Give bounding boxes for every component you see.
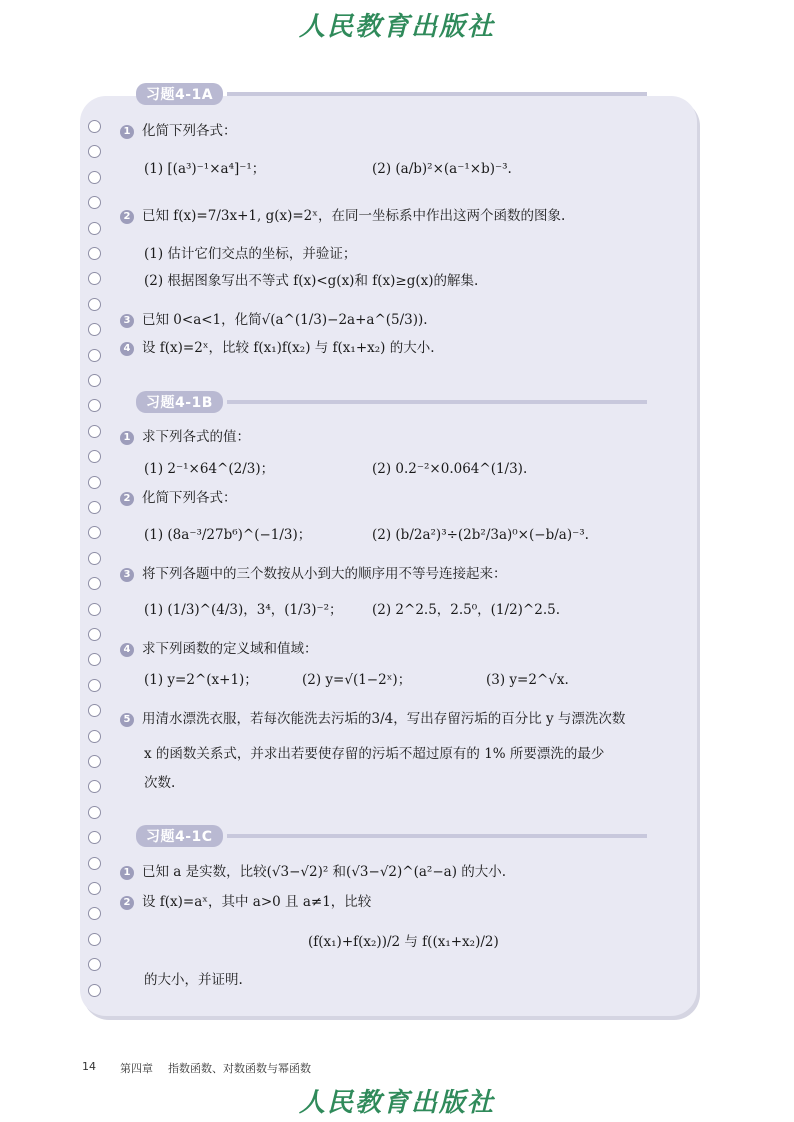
chapter-title: 指数函数、对数函数与幂函数 bbox=[168, 1062, 311, 1075]
question-number-badge: 2 bbox=[120, 210, 134, 224]
section-rule bbox=[227, 400, 647, 404]
chapter-label: 第四章 bbox=[120, 1062, 153, 1075]
exercise-a3 bbox=[120, 311, 428, 329]
subitem: (1) (8a⁻³/27b⁶)^(−1/3)； bbox=[144, 527, 312, 543]
question-text-continued: 的大小，并证明. bbox=[144, 972, 243, 988]
binder-ring bbox=[88, 857, 101, 870]
exercise-b2 bbox=[120, 489, 237, 507]
section-title-c: 习题4-1C bbox=[136, 825, 223, 847]
binder-ring bbox=[88, 552, 101, 565]
question-number-badge: 3 bbox=[120, 314, 134, 328]
subitem: (1) y=2^(x+1)； bbox=[144, 672, 258, 688]
question-text: 用清水漂洗衣服，若每次能洗去污垢的3/4，写出存留污垢的百分比 y 与漂洗次数 bbox=[142, 711, 626, 727]
exercise-a1 bbox=[120, 122, 237, 140]
exercise-a4 bbox=[120, 339, 435, 357]
binder-ring bbox=[88, 501, 101, 514]
section-header-a bbox=[136, 84, 647, 104]
exercise-b1 bbox=[120, 428, 250, 446]
section-title-a: 习题4-1A bbox=[136, 83, 223, 105]
exercise-b5 bbox=[120, 710, 625, 728]
question-text: 已知 0<a<1，化简√(a^(1/3)−2a+a^(5/3)). bbox=[142, 312, 428, 328]
binder-ring bbox=[88, 603, 101, 616]
question-text: 化简下列各式： bbox=[142, 490, 237, 506]
question-number-badge: 1 bbox=[120, 431, 134, 445]
binder-ring bbox=[88, 806, 101, 819]
exercise-c2 bbox=[120, 893, 371, 911]
section-header-b bbox=[136, 392, 647, 412]
question-number-badge: 1 bbox=[120, 866, 134, 880]
subitem: (2) (b/2a²)³÷(2b²/3a)⁰×(−b/a)⁻³. bbox=[372, 527, 589, 543]
question-text: 化简下列各式： bbox=[142, 123, 237, 139]
exercise-b4 bbox=[120, 640, 318, 658]
binder-ring bbox=[88, 349, 101, 362]
subitem: (1) [(a³)⁻¹×a⁴]⁻¹； bbox=[144, 161, 266, 177]
question-text: 已知 a 是实数，比较(√3−√2)² 和(√3−√2)^(a²−a) 的大小. bbox=[142, 864, 507, 880]
question-number-badge: 3 bbox=[120, 568, 134, 582]
binder-ring bbox=[88, 933, 101, 946]
subitem: (1) (1/3)^(4/3)，3⁴，(1/3)⁻²； bbox=[144, 602, 343, 618]
section-header-c bbox=[136, 826, 647, 846]
question-number-badge: 2 bbox=[120, 492, 134, 506]
section-rule bbox=[227, 92, 647, 96]
section-title-b: 习题4-1B bbox=[136, 391, 223, 413]
binder-ring bbox=[88, 120, 101, 133]
exercise-c1 bbox=[120, 863, 506, 881]
formula: (f(x₁)+f(x₂))/2 与 f((x₁+x₂)/2) bbox=[308, 934, 499, 950]
subitem: (2) 0.2⁻²×0.064^(1/3). bbox=[372, 461, 528, 477]
subitem: (1) 2⁻¹×64^(2/3)； bbox=[144, 461, 275, 477]
subitem: (2) (a/b)²×(a⁻¹×b)⁻³. bbox=[372, 161, 512, 177]
binder-ring bbox=[88, 374, 101, 387]
binder-ring bbox=[88, 984, 101, 997]
publisher-logo-top: 人民教育出版社 bbox=[298, 12, 495, 42]
subitem: (2) y=√(1−2ˣ)； bbox=[302, 672, 412, 688]
binder-ring bbox=[88, 247, 101, 260]
question-number-badge: 1 bbox=[120, 125, 134, 139]
question-text: 求下列各式的值： bbox=[142, 429, 250, 445]
binder-ring bbox=[88, 171, 101, 184]
publisher-logo-bottom: 人民教育出版社 bbox=[298, 1088, 495, 1118]
binder-ring bbox=[88, 882, 101, 895]
binder-ring bbox=[88, 476, 101, 489]
question-text: 求下列函数的定义域和值域： bbox=[142, 641, 318, 657]
binder-ring bbox=[88, 298, 101, 311]
question-text: 设 f(x)=2ˣ，比较 f(x₁)f(x₂) 与 f(x₁+x₂) 的大小. bbox=[142, 340, 435, 356]
section-rule bbox=[227, 834, 647, 838]
exercise-a2 bbox=[120, 207, 565, 225]
subitem: (2) 2^2.5，2.5⁰，(1/2)^2.5. bbox=[372, 602, 560, 618]
question-text: 将下列各题中的三个数按从小到大的顺序用不等号连接起来： bbox=[142, 566, 507, 582]
question-text-continued: x 的函数关系式，并求出若要使存留的污垢不超过原有的 1% 所要漂洗的最少 bbox=[144, 746, 605, 762]
subitem: (1) 估计它们交点的坐标，并验证； bbox=[144, 246, 357, 262]
binder-ring bbox=[88, 755, 101, 768]
binder-ring bbox=[88, 628, 101, 641]
subitem: (2) 根据图象写出不等式 f(x)<g(x)和 f(x)≥g(x)的解集. bbox=[144, 273, 479, 289]
page-number: 14 bbox=[82, 1060, 96, 1073]
question-text: 已知 f(x)=7/3x+1, g(x)=2ˣ，在同一坐标系中作出这两个函数的图象. bbox=[142, 208, 566, 224]
question-number-badge: 4 bbox=[120, 643, 134, 657]
binder-ring bbox=[88, 425, 101, 438]
question-number-badge: 5 bbox=[120, 713, 134, 727]
question-number-badge: 2 bbox=[120, 896, 134, 910]
question-number-badge: 4 bbox=[120, 342, 134, 356]
question-text-continued: 次数. bbox=[144, 775, 176, 791]
binder-ring bbox=[88, 730, 101, 743]
subitem: (3) y=2^√x. bbox=[486, 672, 569, 688]
binder-ring bbox=[88, 679, 101, 692]
binder-ring bbox=[88, 222, 101, 235]
question-text: 设 f(x)=aˣ，其中 a>0 且 a≠1，比较 bbox=[142, 894, 372, 910]
exercise-b3 bbox=[120, 565, 507, 583]
